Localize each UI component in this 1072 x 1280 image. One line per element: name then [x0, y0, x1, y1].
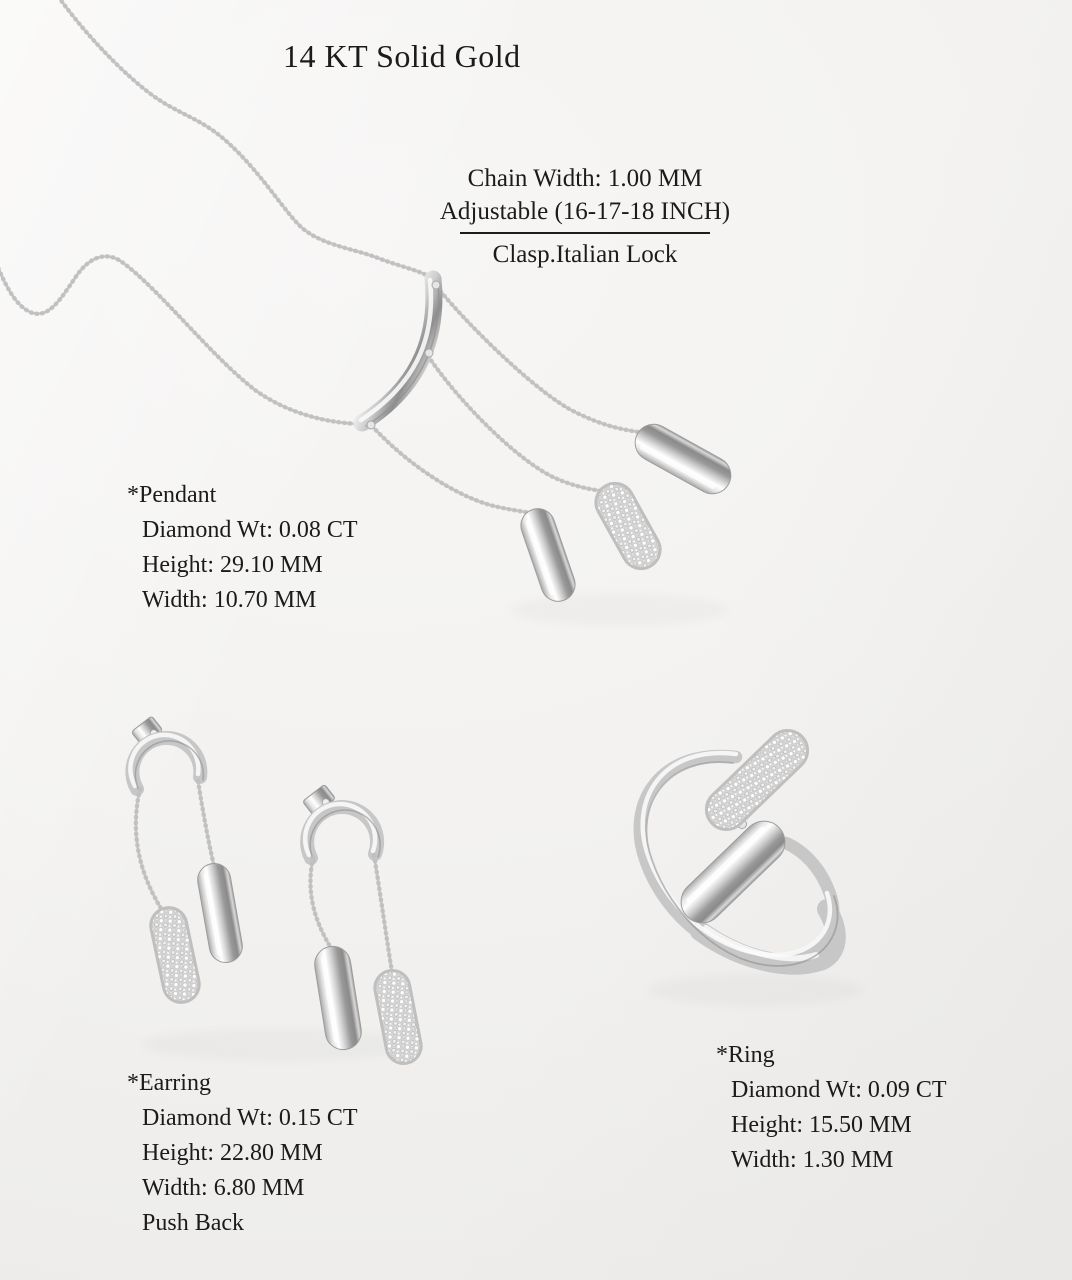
ring-pave-bar [698, 722, 816, 838]
ring-diamond-weight: Diamond Wt: 0.09 CT [731, 1077, 947, 1103]
ring-polished-bar [672, 812, 793, 931]
earrings-illustration [130, 716, 424, 1067]
chain-width-text: Chain Width: 1.00 MM [467, 165, 703, 192]
earring-spec-block [127, 1066, 358, 1241]
necklace-drop-middle-pave [589, 477, 667, 576]
necklace-illustration [0, 0, 737, 606]
necklace-drop-chains [372, 287, 645, 513]
earring-left-pave-pill [147, 904, 202, 1005]
necklace-chain-left [0, 256, 360, 424]
ring-width: Width: 1.30 MM [731, 1147, 894, 1173]
divider-line [460, 232, 710, 234]
earring-height: Height: 22.80 MM [142, 1140, 323, 1166]
chain-info-block [425, 162, 745, 271]
earring-right [302, 784, 424, 1066]
earring-left-polished-pill [195, 861, 245, 965]
product-title: 14 KT Solid Gold [283, 38, 521, 74]
chain-clasp-text: Clasp.Italian Lock [492, 241, 678, 268]
chain-adjustable-text: Adjustable (16-17-18 INCH) [439, 198, 731, 225]
earring-left [130, 716, 245, 1006]
pendant-height: Height: 29.10 MM [142, 552, 323, 578]
earring-heading: *Earring [127, 1070, 211, 1096]
earring-back-type: Push Back [142, 1210, 244, 1236]
necklace-drop-left-polished [516, 504, 579, 606]
ring-heading: *Ring [716, 1042, 775, 1068]
pendant-width: Width: 10.70 MM [142, 587, 317, 613]
ring-height: Height: 15.50 MM [731, 1112, 912, 1138]
earring-diamond-weight: Diamond Wt: 0.15 CT [142, 1105, 358, 1131]
pendant-diamond-weight: Diamond Wt: 0.08 CT [142, 517, 358, 543]
earring-width: Width: 6.80 MM [142, 1175, 305, 1201]
necklace-drop-right-polished [629, 418, 738, 501]
ring-illustration [640, 722, 838, 966]
pendant-heading: *Pendant [127, 482, 217, 508]
ring-spec-block [716, 1038, 947, 1178]
pendant-spec-block [127, 478, 358, 618]
